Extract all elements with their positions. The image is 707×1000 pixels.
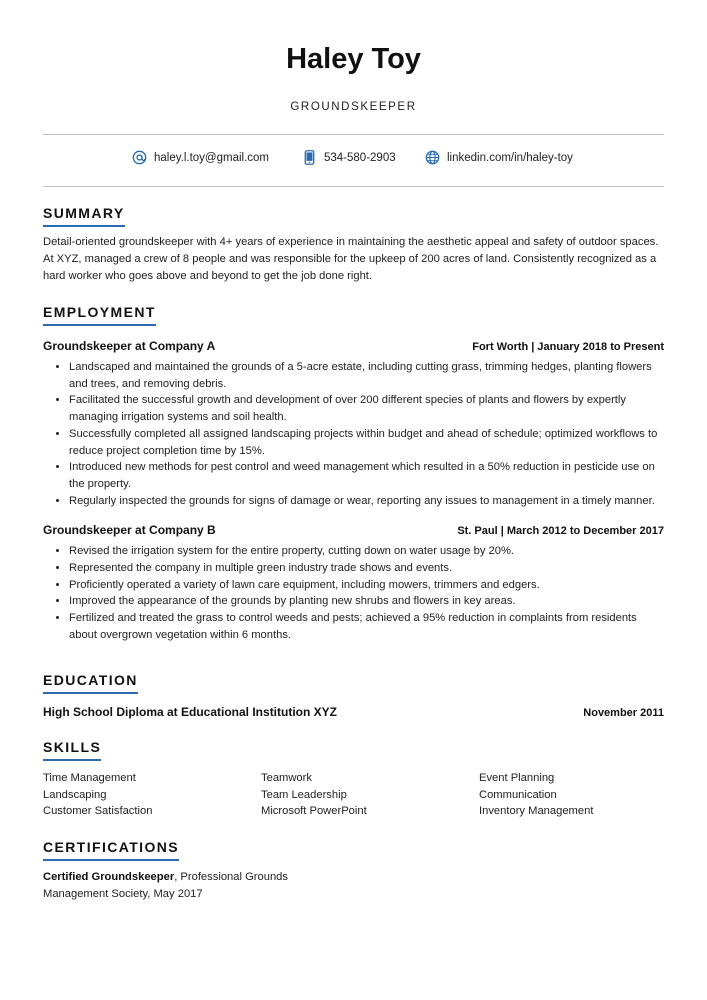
- education-date: November 2011: [583, 707, 664, 719]
- candidate-name: Haley Toy: [286, 43, 421, 75]
- skill-item: Teamwork: [261, 772, 312, 784]
- job-location-dates: Fort Worth | January 2018 to Present: [472, 341, 664, 353]
- job-bullets: [43, 359, 664, 509]
- bullet-item: • Improved the appearance of the grounds by planting new shrubs and flowers in key areas.: [69, 593, 664, 610]
- skills-heading: SKILLS: [43, 739, 101, 761]
- job-bullets: [43, 543, 664, 643]
- certifications-section: [43, 839, 664, 903]
- certification-detail: , Professional Grounds Management Society, May 2017: [43, 871, 288, 900]
- phone-icon: [302, 150, 317, 165]
- email-text: haley.l.toy@gmail.com: [154, 151, 269, 164]
- linkedin-text: linkedin.com/in/haley-toy: [447, 151, 573, 164]
- at-icon: [132, 150, 147, 165]
- bullet-item: • Facilitated the successful growth and development of over 200 different species of plants and flowers by expertly managing irrigation systems and soil health.: [69, 392, 664, 425]
- certification-name: Certified Groundskeeper: [43, 871, 175, 883]
- contact-phone[interactable]: [302, 150, 396, 165]
- skill-item: Microsoft PowerPoint: [261, 805, 367, 818]
- job-location-dates: St. Paul | March 2012 to December 2017: [457, 525, 664, 538]
- bullet-item: • Represented the company in multiple green industry trade shows and events.: [69, 560, 664, 577]
- summary-text: Detail-oriented groundskeeper with 4+ years of experience in maintaining the aesthetic appeal and safety of outdoor spaces. At XYZ, managed a crew of 8 people and was responsible for the upkeep of 200 acres of land. Consistently recognized as a hard worker who goes above and beyond to get the job done right.: [43, 236, 659, 282]
- globe-icon: [425, 150, 440, 165]
- bullet-item: • Fertilized and treated the grass to control weeds and pests; achieved a 95% reduction in complaints from residents about overgrown vegetation within 6 months.: [69, 610, 664, 643]
- skill-item: Team Leadership: [261, 788, 347, 801]
- phone-text: 534-580-2903: [324, 151, 396, 164]
- bullet-item: • Successfully completed all assigned landscaping projects within budget and ahead of schedule; optimized workflows to reduce project completion time by 15%.: [69, 426, 664, 459]
- divider-bottom: [43, 186, 664, 187]
- skill-item: Inventory Management: [479, 805, 594, 818]
- employment-heading: EMPLOYMENT: [43, 304, 156, 326]
- skills-section: [43, 739, 664, 820]
- job-entry: [43, 339, 664, 509]
- skill-item: Landscaping: [43, 788, 107, 801]
- candidate-title: GROUNDSKEEPER: [290, 101, 417, 113]
- summary-section: [43, 205, 664, 285]
- degree: High School Diploma at Educational Institution XYZ: [43, 705, 338, 719]
- bullet-item: • Landscaped and maintained the grounds of a 5-acre estate, including cutting grass, trimming hedges, planting flowers and trees, and removing debris.: [69, 359, 664, 392]
- contact-linkedin[interactable]: [425, 150, 573, 165]
- education-section: [43, 672, 664, 719]
- bullet-item: • Revised the irrigation system for the entire property, cutting down on water usage by 20%.: [69, 543, 664, 560]
- contact-bar: [0, 150, 707, 170]
- job-entry: [43, 523, 664, 643]
- skill-item: Customer Satisfaction: [43, 805, 153, 818]
- bullet-item: • Introduced new methods for pest control and weed management which resulted in a 50% reduction in pesticide use on the property.: [69, 459, 664, 492]
- bullet-item: • Proficiently operated a variety of lawn care equipment, including mowers, trimmers and edgers.: [69, 577, 664, 594]
- job-title: Groundskeeper at Company A: [43, 339, 216, 353]
- skills-grid: [43, 770, 664, 820]
- certification-entry: [43, 869, 293, 903]
- skill-item: Event Planning: [479, 772, 555, 784]
- education-heading: EDUCATION: [43, 672, 138, 694]
- job-title: Groundskeeper at Company B: [43, 523, 216, 538]
- certifications-heading: CERTIFICATIONS: [43, 839, 179, 861]
- skill-item: Time Management: [43, 772, 136, 784]
- skill-item: Communication: [479, 788, 557, 801]
- contact-email[interactable]: [132, 150, 269, 165]
- divider-top: [43, 134, 664, 135]
- bullet-item: • Regularly inspected the grounds for signs of damage or wear, reporting any issues to management in a timely manner.: [69, 493, 664, 510]
- employment-section: [43, 304, 664, 644]
- summary-heading: SUMMARY: [43, 205, 125, 227]
